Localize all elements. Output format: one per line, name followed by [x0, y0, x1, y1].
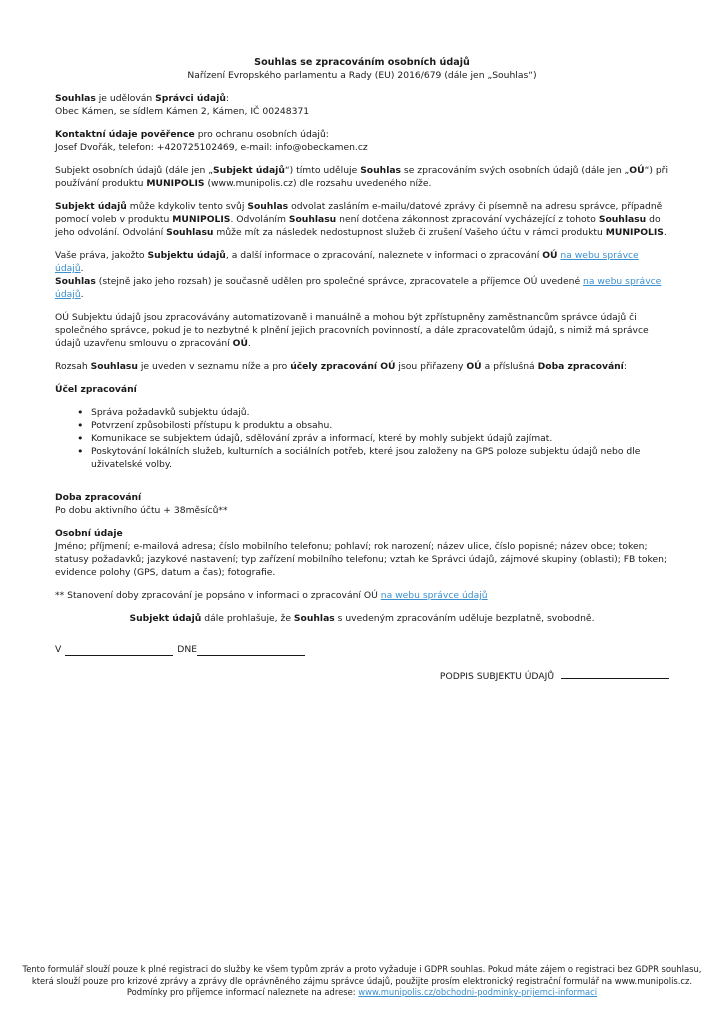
duration-text: Po dobu aktivního účtu + 38měsíců** — [55, 505, 228, 516]
bold-text: OÚ — [629, 165, 645, 176]
duration-note — [55, 589, 669, 602]
bold-text: Kontaktní údaje pověřence — [55, 129, 195, 140]
text: . — [80, 289, 84, 300]
revocation-paragraph — [55, 200, 669, 239]
list-item: • Poskytování lokálních služeb, kulturních a sociálních potřeb, které jsou založeny na GPS poloze subjektu údajů nebo dle uživatelské volby. — [91, 445, 669, 471]
bold-text: Doba zpracování — [537, 361, 624, 372]
purpose-heading: Účel zpracování — [55, 384, 137, 395]
controller-address: Obec Kámen, se sídlem Kámen 2, Kámen, IČ 00248371 — [55, 106, 310, 117]
text: dále prohlašuje, že — [201, 613, 294, 624]
date-field[interactable] — [197, 645, 305, 656]
signature-row — [55, 668, 669, 683]
controller-web-link[interactable]: na webu správce údajů — [380, 590, 488, 601]
dpo-contact: Josef Dvořák, telefon: +420725102469, e-mail: info@obeckamen.cz — [55, 142, 368, 153]
text: a příslušná — [481, 361, 538, 372]
rights-paragraph — [55, 249, 669, 301]
place-field[interactable] — [65, 645, 173, 656]
bold-text: Souhlasu — [166, 227, 214, 238]
list-item: • Komunikace se subjektem údajů, sdělování zpráv a informací, které by mohly subjekt údajů zajímat. — [91, 432, 669, 445]
footer-line: která slouží pouze pro krizové zprávy a zprávy dle oprávněného zájmu správce údajů, použijte prosím elektronický registrační formulář na www.munipolis.cz. — [31, 975, 693, 986]
date-label: DNE — [177, 644, 198, 655]
controller-paragraph — [55, 92, 669, 118]
bold-text: Souhlas — [360, 165, 402, 176]
bold-text: MUNIPOLIS — [172, 214, 231, 225]
dpo-paragraph — [55, 128, 669, 154]
text: může kdykoliv tento svůj — [126, 201, 248, 212]
document-title: Souhlas se zpracováním osobních údajů — [254, 57, 470, 68]
bold-text: Souhlasu — [90, 361, 138, 372]
scope-paragraph — [55, 360, 669, 373]
processing-paragraph — [55, 311, 669, 350]
text: (stejně jako jeho rozsah) je současně udělen pro společné správce, zpracovatele a příjemce OÚ uvedené — [95, 276, 584, 287]
text: do jeho odvolání. Odvolání — [55, 214, 661, 238]
text: Podmínky pro příjemce informací naleznete na adrese: — [126, 987, 359, 998]
bold-text: Správci údajů — [155, 93, 226, 104]
text: je udělován — [95, 93, 156, 104]
signature-field[interactable] — [561, 668, 669, 679]
text: . — [80, 263, 84, 274]
place-label: V — [55, 644, 62, 655]
text: “) při používání produktu — [55, 165, 669, 189]
controller-web-link[interactable]: na webu správce údajů — [55, 276, 662, 300]
text: “) tímto uděluje — [284, 165, 361, 176]
bold-text: Souhlasu — [598, 214, 647, 225]
bold-text: Souhlasu — [288, 214, 337, 225]
bold-text: Souhlas — [293, 613, 335, 624]
bold-text: Subjekt údajů — [129, 613, 202, 624]
text: , a další informace o zpracování, naleznete v informaci o zpracování — [225, 250, 543, 261]
text: ** Stanovení doby zpracování je popsáno v informaci o zpracování OÚ — [55, 590, 381, 601]
text: : — [225, 93, 229, 104]
text: není dotčena zákonnost zpracování vycházející z tohoto — [336, 214, 599, 225]
bold-text: Souhlas — [247, 201, 289, 212]
text: pro ochranu osobních údajů: — [194, 129, 329, 140]
text: . — [247, 338, 251, 349]
personal-data-text: Jméno; příjmení; e-mailová adresa; číslo mobilního telefonu; pohlaví; rok narození; název ulice, číslo popisné; název obce; token; statusy požadavků; jazykové nastavení; typ zařízení mobilního telefonu; vztah ke Správci údajů, zájmové skupiny (oblasti); FB token; evidence polohy (GPS, datum a čas); fotografie. — [55, 541, 668, 578]
bold-text: Subjektu údajů — [147, 250, 226, 261]
bold-text: účely zpracování OÚ — [290, 361, 396, 372]
text: odvolat zasláním e-mailu/datové zprávy či písemně na adresu správce, případně pomocí voleb v produktu — [55, 201, 663, 225]
personal-data-heading: Osobní údaje — [55, 528, 123, 539]
list-item: • Potvrzení způsobilosti přístupu k produktu a obsahu. — [91, 419, 669, 432]
duration-heading: Doba zpracování — [55, 492, 142, 503]
footer-line: Tento formulář slouží pouze k plné registraci do služby ke všem typům zpráv a proto vyžaduje i GDPR souhlas. Pokud máte zájem o registraci bez GDPR souhlasu, — [22, 964, 702, 974]
bold-text: Souhlas — [55, 93, 96, 104]
personal-data-block — [55, 527, 669, 579]
text: je uveden v seznamu níže a pro — [137, 361, 291, 372]
document-subtitle: Nařízení Evropského parlamentu a Rady (EU) 2016/679 (dále jen „Souhlas“) — [187, 70, 537, 81]
text: se zpracováním svých osobních údajů (dále jen „ — [401, 165, 630, 176]
text: . Odvoláním — [230, 214, 289, 225]
text: (www.munipolis.cz) dle rozsahu uvedeného níže. — [204, 178, 432, 189]
text: : — [623, 361, 627, 372]
text: může mít za následek nedostupnost služeb či zrušení Vašeho účtu v rámci produktu — [213, 227, 606, 238]
purpose-list — [55, 406, 669, 471]
terms-link[interactable]: www.munipolis.cz/obchodni-podminky-prijemci-informaci — [358, 987, 598, 998]
duration-block — [55, 491, 669, 517]
bold-text: Souhlas — [55, 276, 96, 287]
text: Rozsah — [55, 361, 91, 372]
declaration — [55, 612, 669, 625]
bold-text: MUNIPOLIS — [146, 178, 205, 189]
list-item: • Správa požadavků subjektu údajů. — [91, 406, 669, 419]
signature-label: PODPIS SUBJEKTU ÚDAJŮ — [439, 671, 555, 682]
place-date-row — [55, 643, 669, 656]
text: jsou přiřazeny — [395, 361, 467, 372]
controller-web-link[interactable]: na webu správce údajů — [55, 250, 639, 274]
consent-paragraph — [55, 164, 669, 190]
text: Subjekt osobních údajů (dále jen „ — [55, 165, 214, 176]
bold-text: Subjekt údajů — [213, 165, 285, 176]
text: OÚ Subjektu údajů jsou zpracovávány automatizovaně i manuálně a mohou být zpřístupněny zaměstnancům správce údajů či společného správce, pokud je to nezbytné k plnění jejich pracovních povinností, a dále zpracovatelům údajů, s nimiž má správce údajů uzavřenu smlouvu o zpracování — [55, 312, 649, 349]
bold-text: MUNIPOLIS — [605, 227, 664, 238]
bold-text: Subjekt údajů — [55, 201, 127, 212]
consent-form — [55, 56, 669, 683]
text: s uvedeným zpracováním uděluje bezplatně, svobodně. — [334, 613, 595, 624]
text: Vaše práva, jakožto — [55, 250, 148, 261]
bold-text: OÚ — [232, 338, 248, 349]
footer-note — [20, 964, 704, 999]
bold-text: OÚ — [542, 250, 558, 261]
footer-line — [20, 987, 704, 999]
bold-text: OÚ — [466, 361, 482, 372]
text: . — [663, 227, 667, 238]
